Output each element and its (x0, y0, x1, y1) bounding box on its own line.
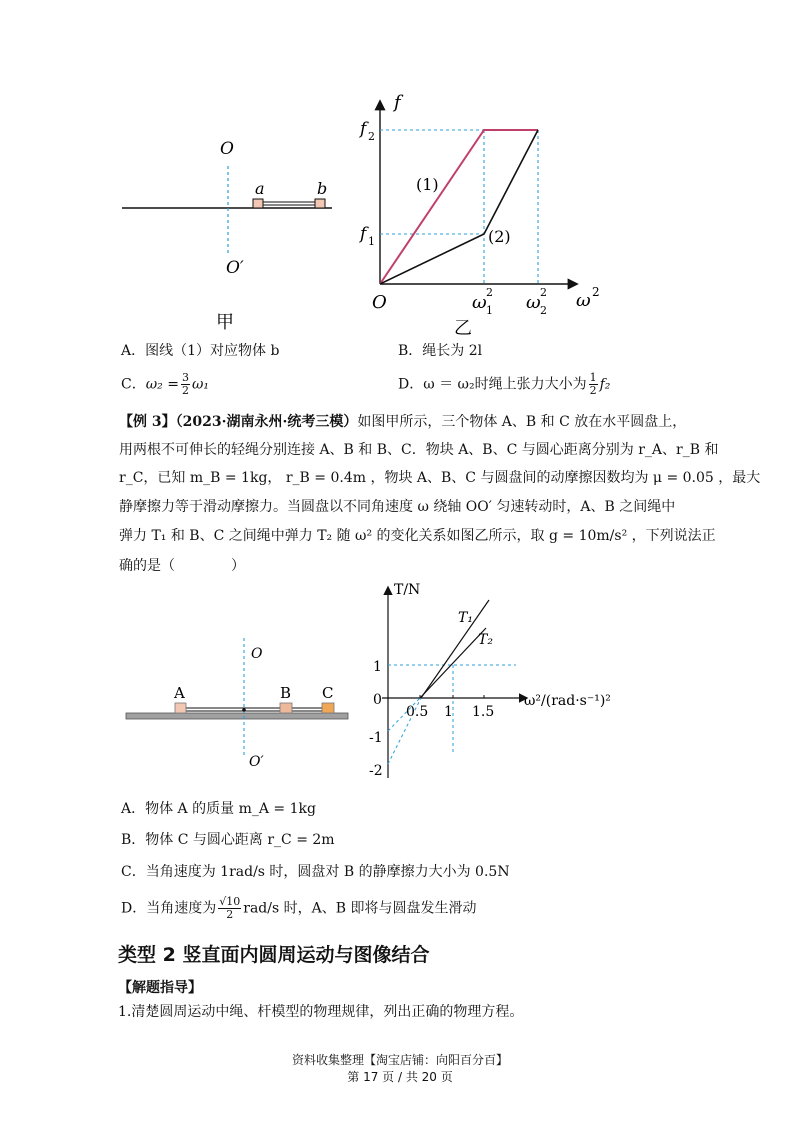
tick-x-0.5: 0.5 (406, 704, 429, 720)
tick-x-1: 1 (444, 704, 453, 720)
prev-option-c-expr: ω₂ = (145, 376, 179, 393)
line-T2 (420, 628, 486, 698)
label-b: b (317, 179, 328, 198)
block-b (315, 199, 325, 208)
prev-option-d-text: ω ＝ ω₂时绳上张力大小为 (423, 376, 587, 393)
fraction-numerator: 3 (181, 371, 189, 384)
w1-sup: 2 (486, 286, 493, 299)
f1-label: f (360, 224, 367, 244)
label-C: C (322, 684, 334, 702)
prev-option-d-prefix: D． (398, 376, 424, 393)
label-a: a (255, 179, 265, 198)
example-3-line-6: 确的是（ ） (119, 558, 245, 574)
t-graph-x-label: ω²/(rad·s⁻¹)² (524, 693, 611, 709)
fraction-numerator: 1 (589, 371, 597, 384)
section-heading: 类型 2 竖直面内圆周运动与图像结合 (118, 944, 430, 966)
label-O-prime: O′ (249, 754, 264, 770)
tick-y-1: 1 (373, 659, 382, 675)
x-axis-power: 2 (592, 285, 600, 299)
curve-2-label: (2) (488, 227, 511, 246)
prev-option-c-fraction (181, 372, 190, 397)
label-O: O (220, 139, 234, 159)
option-d-fraction (218, 896, 241, 921)
block-C (322, 703, 334, 713)
example-3-line-3: r_C，已知 m_B = 1kg， r_B = 0.4m ，物块 A、B、C 与圆盘间的动摩擦因数均为 μ = 0.05 ，最大 (119, 470, 761, 486)
prev-option-c-prefix: C． (121, 376, 146, 393)
caption-yi: 乙 (454, 318, 472, 339)
example-3-line-4: 静摩擦力等于滑动摩擦力。当圆盘以不同角速度 ω 绕轴 OO′ 匀速转动时，A、B 之间绳中 (119, 499, 676, 515)
tick-x-1.5: 1.5 (472, 704, 495, 720)
label-B: B (280, 684, 292, 702)
example-3-line-2: 用两根不可伸长的轻绳分别连接 A、B 和 B、C．物块 A、B、C 与圆心距离分别为 r_A、r_B 和 (119, 442, 719, 458)
footer-page-number: 第 17 页 / 共 20 页 (347, 1070, 453, 1084)
w1-sub: 1 (486, 304, 493, 317)
prev-option-c (121, 372, 209, 397)
label-T1: T₁ (458, 610, 473, 626)
example-3-tag: 【例 3】 (119, 414, 176, 430)
figure-2 (120, 582, 640, 788)
w1-label: ω (472, 292, 487, 313)
option-b: B．物体 C 与圆心距离 r_C = 2m (121, 832, 335, 848)
fraction-numerator: √10 (219, 895, 241, 908)
tick-y-minus-2: -2 (369, 763, 383, 779)
t-graph-y-label: T/N (394, 582, 421, 598)
option-c: C．当角速度为 1rad/s 时，圆盘对 B 的静摩擦力大小为 0.5N (121, 864, 510, 880)
fraction-denominator: 2 (226, 908, 234, 921)
caption-jia: 甲 (216, 312, 234, 333)
prev-option-d-tail: f₂ (599, 376, 611, 393)
option-d-prefix: D．当角速度为 (121, 900, 217, 917)
tick-y-minus-1: -1 (369, 730, 383, 746)
label-O: O (251, 646, 263, 662)
guide-item-1: 1.清楚圆周运动中绳、杆模型的物理规律，列出正确的物理方程。 (118, 1004, 524, 1020)
guide-label: 【解题指导】 (118, 980, 202, 996)
example-3-text-1: 如图甲所示，三个物体 A、B 和 C 放在水平圆盘上， (357, 414, 687, 430)
label-A: A (174, 684, 185, 702)
prev-option-c-tail: ω₁ (191, 376, 209, 393)
example-3-line-5: 弹力 T₁ 和 B、C 之间绳中弹力 T₂ 随 ω² 的变化关系如图乙所示，取 g = 10m/s² ，下列说法正 (119, 528, 716, 544)
f2-sub: 2 (368, 130, 375, 143)
label-O-prime: O′ (226, 258, 244, 278)
curve-1-label: (1) (416, 175, 439, 194)
line-T1 (421, 600, 489, 698)
fraction-denominator: 2 (589, 384, 597, 397)
option-d-tail: rad/s 时，A、B 即将与圆盘发生滑动 (243, 900, 477, 917)
block-B (280, 703, 292, 713)
f2-label: f (360, 119, 367, 139)
block-a (253, 199, 263, 208)
origin-label: O (372, 292, 387, 313)
option-d (121, 896, 476, 921)
w2-sup: 2 (540, 286, 547, 299)
y-axis-label: f (394, 92, 401, 113)
prev-option-d-fraction (589, 372, 598, 397)
x-axis-label: ω (576, 290, 591, 311)
label-T2: T₂ (478, 632, 493, 648)
tick-y-0: 0 (373, 692, 382, 708)
prev-option-a: A．图线（1）对应物体 b (121, 343, 280, 359)
option-a: A．物体 A 的质量 m_A = 1kg (121, 801, 316, 817)
disk (126, 713, 348, 719)
w2-sub: 2 (540, 304, 547, 317)
f1-sub: 1 (368, 235, 375, 248)
example-3-line-1 (119, 412, 686, 432)
block-A (175, 703, 186, 713)
example-3-source: （2023·湖南永州·统考三模） (175, 414, 358, 430)
curve-1 (380, 130, 538, 284)
figure-1 (110, 88, 620, 340)
prev-option-d (398, 372, 610, 397)
fraction-denominator: 2 (181, 384, 189, 397)
w2-label: ω (526, 292, 541, 313)
prev-option-b: B．绳长为 2l (398, 343, 483, 359)
footer-source: 资料收集整理【淘宝店铺：向阳百分百】 (291, 1053, 508, 1067)
curve-2 (380, 130, 538, 284)
